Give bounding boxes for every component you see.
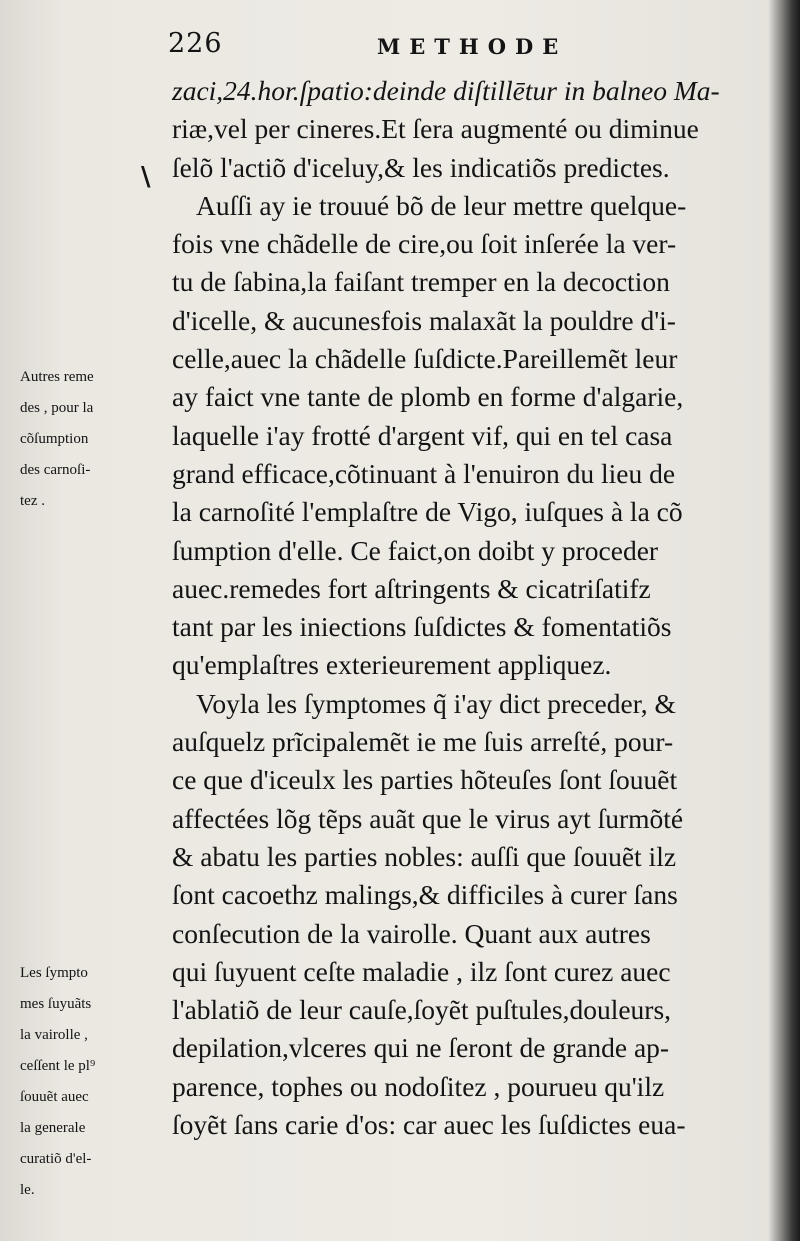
text-line: d'icelle, & aucunesfois malaxãt la pouldre d'i- — [172, 304, 676, 336]
running-head: METHODE — [377, 34, 568, 59]
margin-note-line: mes ſuyuãts — [20, 996, 92, 1012]
text-line: ſumption d'elle. Ce faict,on doibt y proceder — [172, 534, 659, 566]
text-line: conſecution de la vairolle. Quant aux autres — [172, 917, 651, 949]
text-line: depilation,vlceres qui ne ſeront de grande ap- — [172, 1032, 670, 1064]
margin-note-line: des , pour la — [20, 400, 94, 416]
page-header — [0, 22, 800, 62]
text-line: Voyla les ſymptomes q̃ i'ay dict preceder, & — [196, 687, 676, 719]
main-text — [172, 72, 772, 1144]
margin-note-line: cõſumption — [20, 431, 89, 447]
text-line: ay faict vne tante de plomb en forme d'algarie, — [172, 381, 684, 413]
margin-note-line: tez . — [20, 493, 45, 509]
margin-note-line: Les ſympto — [20, 965, 88, 981]
text-line: qu'emplaſtres exterieurement appliquez. — [172, 649, 612, 681]
text-line: tu de ſabina,la faiſant tremper en la decoction — [172, 266, 670, 298]
margin-note-line: le. — [20, 1182, 35, 1198]
margin-note-line: la generale — [20, 1120, 86, 1136]
text-line: tant par les iniections ſuſdictes & fomentatiõs — [172, 611, 672, 643]
margin-note-line: curatiõ d'el- — [20, 1151, 92, 1167]
text-line: grand efficace,cõtinuant à l'enuiron du lieu de — [172, 457, 676, 489]
text-line: l'ablatiõ de leur cauſe,ſoyẽt puſtules,douleurs, — [172, 994, 672, 1026]
margin-note-symptoms — [20, 958, 170, 1206]
margin-note-line: la vairolle , — [20, 1027, 88, 1043]
margin-mark: \ — [141, 162, 151, 192]
text-line: ſoyẽt ſans carie d'os: car auec les ſuſdictes eua- — [172, 1109, 686, 1141]
text-line: ce que d'iceulx les parties hõteuſes ſont ſouuẽt — [172, 764, 678, 796]
text-line: celle,auec la chãdelle ſuſdicte.Pareillemẽt leur — [172, 343, 678, 375]
margin-note-line: ceſſent le pl⁹ — [20, 1058, 96, 1074]
text-line: ſont cacoethz malings,& difficiles à curer ſans — [172, 879, 678, 911]
text-line: laquelle i'ay frotté d'argent vif, qui en tel casa — [172, 419, 673, 451]
text-line: affectées lõg tẽps auãt que le virus ayt ſurmõté — [172, 802, 684, 834]
margin-note-line: Autres reme — [20, 369, 94, 385]
margin-note-line: ſouuẽt auec — [20, 1089, 89, 1105]
margin-note-remedies — [20, 362, 170, 517]
margin-note-line: des carnoſi- — [20, 462, 91, 478]
text-line: qui ſuyuent ceſte maladie , ilz ſont curez auec — [172, 955, 671, 987]
text-line: la carnoſité l'emplaſtre de Vigo, iuſques à la cõ — [172, 496, 683, 528]
text-line: zaci,24.hor.ſpatio:deinde diſtillētur in balneo Ma- — [172, 75, 720, 106]
page-number: 226 — [168, 28, 223, 59]
text-line: auec.remedes fort aſtringents & cicatriſatifz — [172, 572, 651, 604]
text-line: parence, tophes ou nodoſitez , pourueu qu'ilz — [172, 1070, 665, 1102]
text-line: & abatu les parties nobles: auſſi que ſouuẽt ilz — [172, 840, 677, 872]
text-line: ſelõ l'actiõ d'iceluy,& les indicatiõs predictes. — [172, 151, 670, 183]
text-line: Auſſi ay ie trouué bõ de leur mettre quelque- — [196, 189, 687, 221]
text-line: riæ,vel per cineres.Et ſera augmenté ou diminue — [172, 113, 699, 145]
text-line: fois vne chãdelle de cire,ou ſoit inſerée la ver- — [172, 228, 677, 260]
text-line: auſquelz prĩcipalemẽt ie me ſuis arreſté, pour- — [172, 726, 674, 758]
